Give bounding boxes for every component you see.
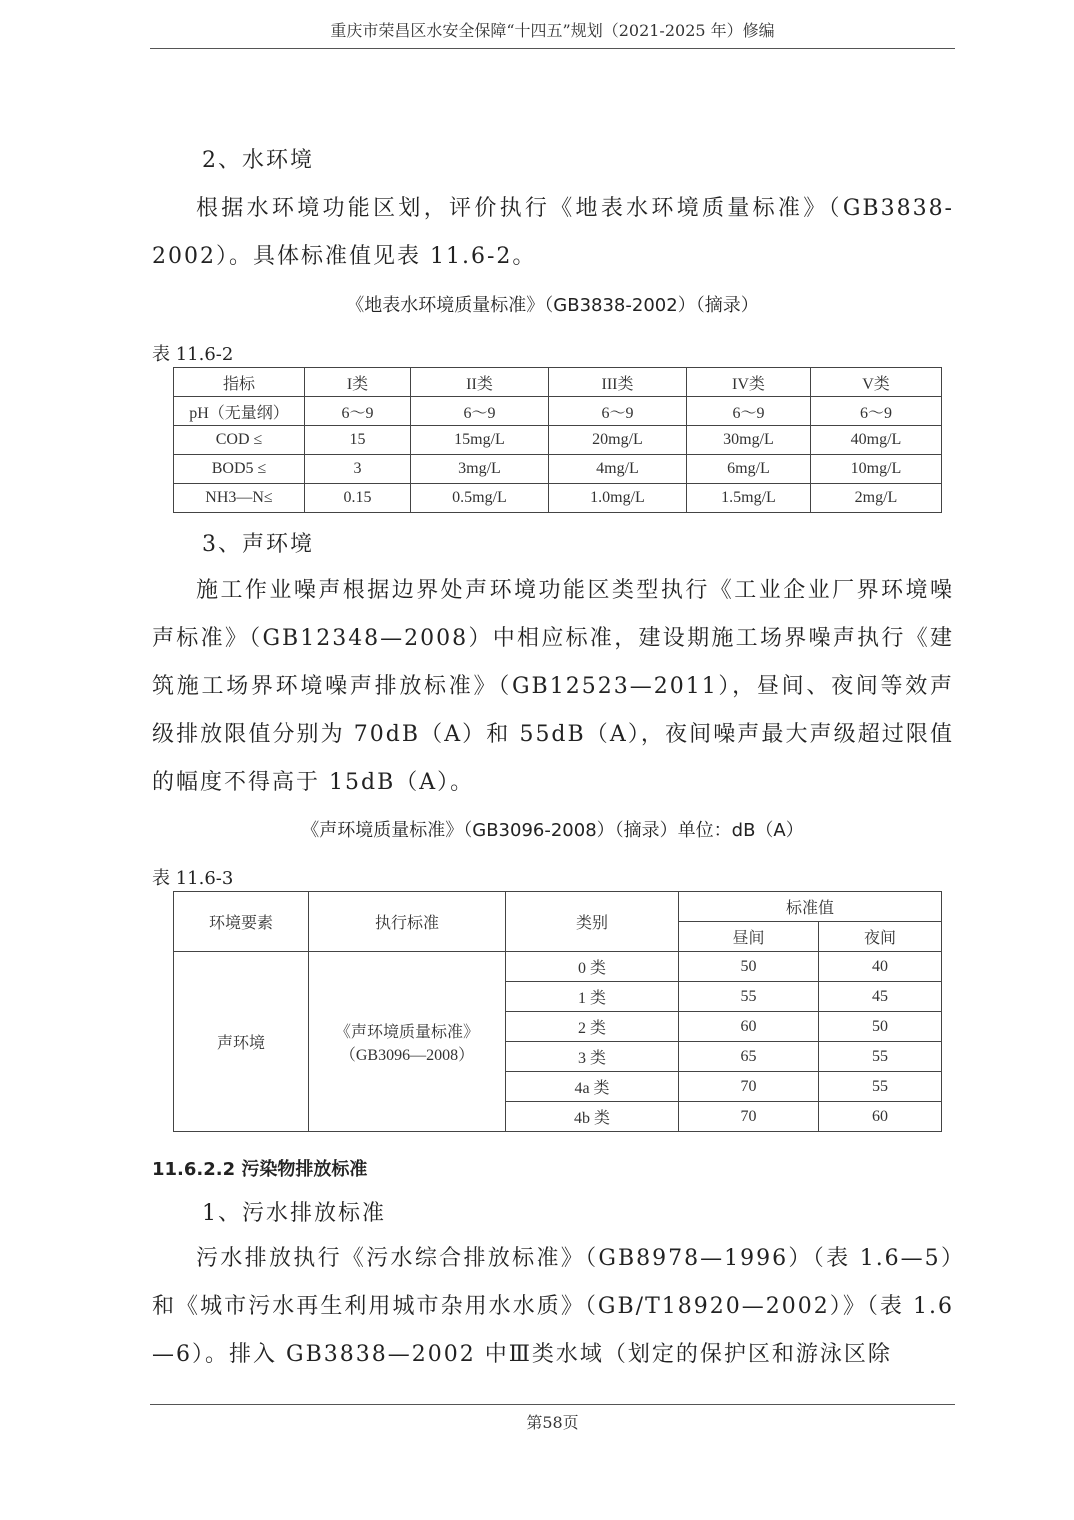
table-cell: 3mg/L xyxy=(411,455,549,484)
water-table-number: 表 11.6-2 xyxy=(152,344,234,365)
table-cell: 3 xyxy=(305,455,411,484)
table-cell: 55 xyxy=(819,1072,942,1102)
noise-heading: 3、声环境 xyxy=(202,532,314,557)
table-cell: COD ≤ xyxy=(174,426,305,455)
noise-table-number: 表 11.6-3 xyxy=(152,868,234,889)
table-cell: 2mg/L xyxy=(811,484,942,513)
header-cell: 昼间 xyxy=(679,922,819,952)
water-heading: 2、水环境 xyxy=(202,148,314,173)
table-cell xyxy=(309,952,506,1132)
header-cell: 夜间 xyxy=(819,922,942,952)
water-paragraph: 根据水环境功能区划，评价执行《地表水环境质量标准》（GB3838-2002）。具体标准值见表 11.6-2。 xyxy=(152,196,954,269)
header-cell: II类 xyxy=(411,368,549,397)
table-cell: 6～9 xyxy=(687,397,811,426)
table-cell: pH（无量纲） xyxy=(174,397,305,426)
header-cell: IV类 xyxy=(687,368,811,397)
sewage-paragraph: 污水排放执行《污水综合排放标准》（GB8978—1996）（表 1.6—5）和《城市污水再生利用城市杂用水水质》（GB/T18920—2002）》（表 1.6—6）。排入 GB3838—2002 中Ⅲ类水域（划定的保护区和游泳区除 xyxy=(152,1246,954,1367)
header-cell: 执行标准 xyxy=(309,892,506,952)
table-cell: 声环境 xyxy=(174,952,309,1132)
noise-table-caption: 《声环境质量标准》（GB3096-2008）（摘录）单位：dB（A） xyxy=(301,820,804,841)
table-cell: 4mg/L xyxy=(549,455,687,484)
table-cell: 20mg/L xyxy=(549,426,687,455)
table-cell: 3 类 xyxy=(506,1042,679,1072)
page-header: 重庆市荣昌区水安全保障“十四五”规划（2021-2025 年）修编 xyxy=(330,21,775,40)
table-cell: 2 类 xyxy=(506,1012,679,1042)
table-row xyxy=(174,484,942,513)
header-cell: V类 xyxy=(811,368,942,397)
water-quality-table xyxy=(173,367,942,513)
table-cell: 40 xyxy=(819,952,942,982)
table-cell: 40mg/L xyxy=(811,426,942,455)
table-cell: 60 xyxy=(819,1102,942,1132)
sewage-heading: 1、污水排放标准 xyxy=(202,1201,386,1226)
table-cell: 1.0mg/L xyxy=(549,484,687,513)
table-cell: 70 xyxy=(679,1072,819,1102)
table-row xyxy=(174,397,942,426)
water-table-caption: 《地表水环境质量标准》（GB3838-2002）（摘录） xyxy=(346,295,759,316)
table-cell: 6～9 xyxy=(811,397,942,426)
table-cell: 15mg/L xyxy=(411,426,549,455)
table-header-row xyxy=(174,892,942,922)
table-cell: 6～9 xyxy=(305,397,411,426)
page-number: 第58页 xyxy=(526,1413,579,1432)
table-cell: 4b 类 xyxy=(506,1102,679,1132)
table-cell: 50 xyxy=(819,1012,942,1042)
table-cell: 1.5mg/L xyxy=(687,484,811,513)
noise-standard-table xyxy=(173,891,942,1132)
standard-code: （GB3096—2008） xyxy=(339,1046,475,1064)
table-cell: 50 xyxy=(679,952,819,982)
table-cell: 30mg/L xyxy=(687,426,811,455)
table-row xyxy=(174,455,942,484)
table-cell: 0.5mg/L xyxy=(411,484,549,513)
table-cell: 6～9 xyxy=(549,397,687,426)
table-cell: 15 xyxy=(305,426,411,455)
table-cell: 45 xyxy=(819,982,942,1012)
table-cell: 70 xyxy=(679,1102,819,1132)
header-cell: III类 xyxy=(549,368,687,397)
table-cell: 6mg/L xyxy=(687,455,811,484)
header-cell: 类别 xyxy=(506,892,679,952)
table-cell: 6～9 xyxy=(411,397,549,426)
header-divider xyxy=(150,48,955,49)
table-row xyxy=(174,426,942,455)
standard-name: 《声环境质量标准》 xyxy=(334,1023,479,1041)
table-cell: 55 xyxy=(819,1042,942,1072)
table-cell: BOD5 ≤ xyxy=(174,455,305,484)
table-cell: 1 类 xyxy=(506,982,679,1012)
header-cell: I类 xyxy=(305,368,411,397)
noise-paragraph: 施工作业噪声根据边界处声环境功能区类型执行《工业企业厂界环境噪声标准》（GB12348—2008）中相应标准，建设期施工场界噪声执行《建筑施工场界环境噪声排放标准》（GB12523—2011），昼间、夜间等效声级排放限值分别为 70dB（A）和 55dB（A），夜间噪声最大声级超过限值的幅度不得高于 15dB（A）。 xyxy=(152,578,954,795)
footer-divider xyxy=(150,1404,955,1405)
header-cell: 标准值 xyxy=(679,892,942,922)
table-cell: NH3—N≤ xyxy=(174,484,305,513)
table-cell: 4a 类 xyxy=(506,1072,679,1102)
table-cell: 0 类 xyxy=(506,952,679,982)
table-cell: 55 xyxy=(679,982,819,1012)
section-heading: 11.6.2.2 污染物排放标准 xyxy=(152,1159,368,1180)
header-cell: 环境要素 xyxy=(174,892,309,952)
table-cell: 0.15 xyxy=(305,484,411,513)
table-cell: 10mg/L xyxy=(811,455,942,484)
table-row xyxy=(174,952,942,982)
table-header-row xyxy=(174,368,942,397)
table-cell: 65 xyxy=(679,1042,819,1072)
table-cell: 60 xyxy=(679,1012,819,1042)
header-cell: 指标 xyxy=(174,368,305,397)
